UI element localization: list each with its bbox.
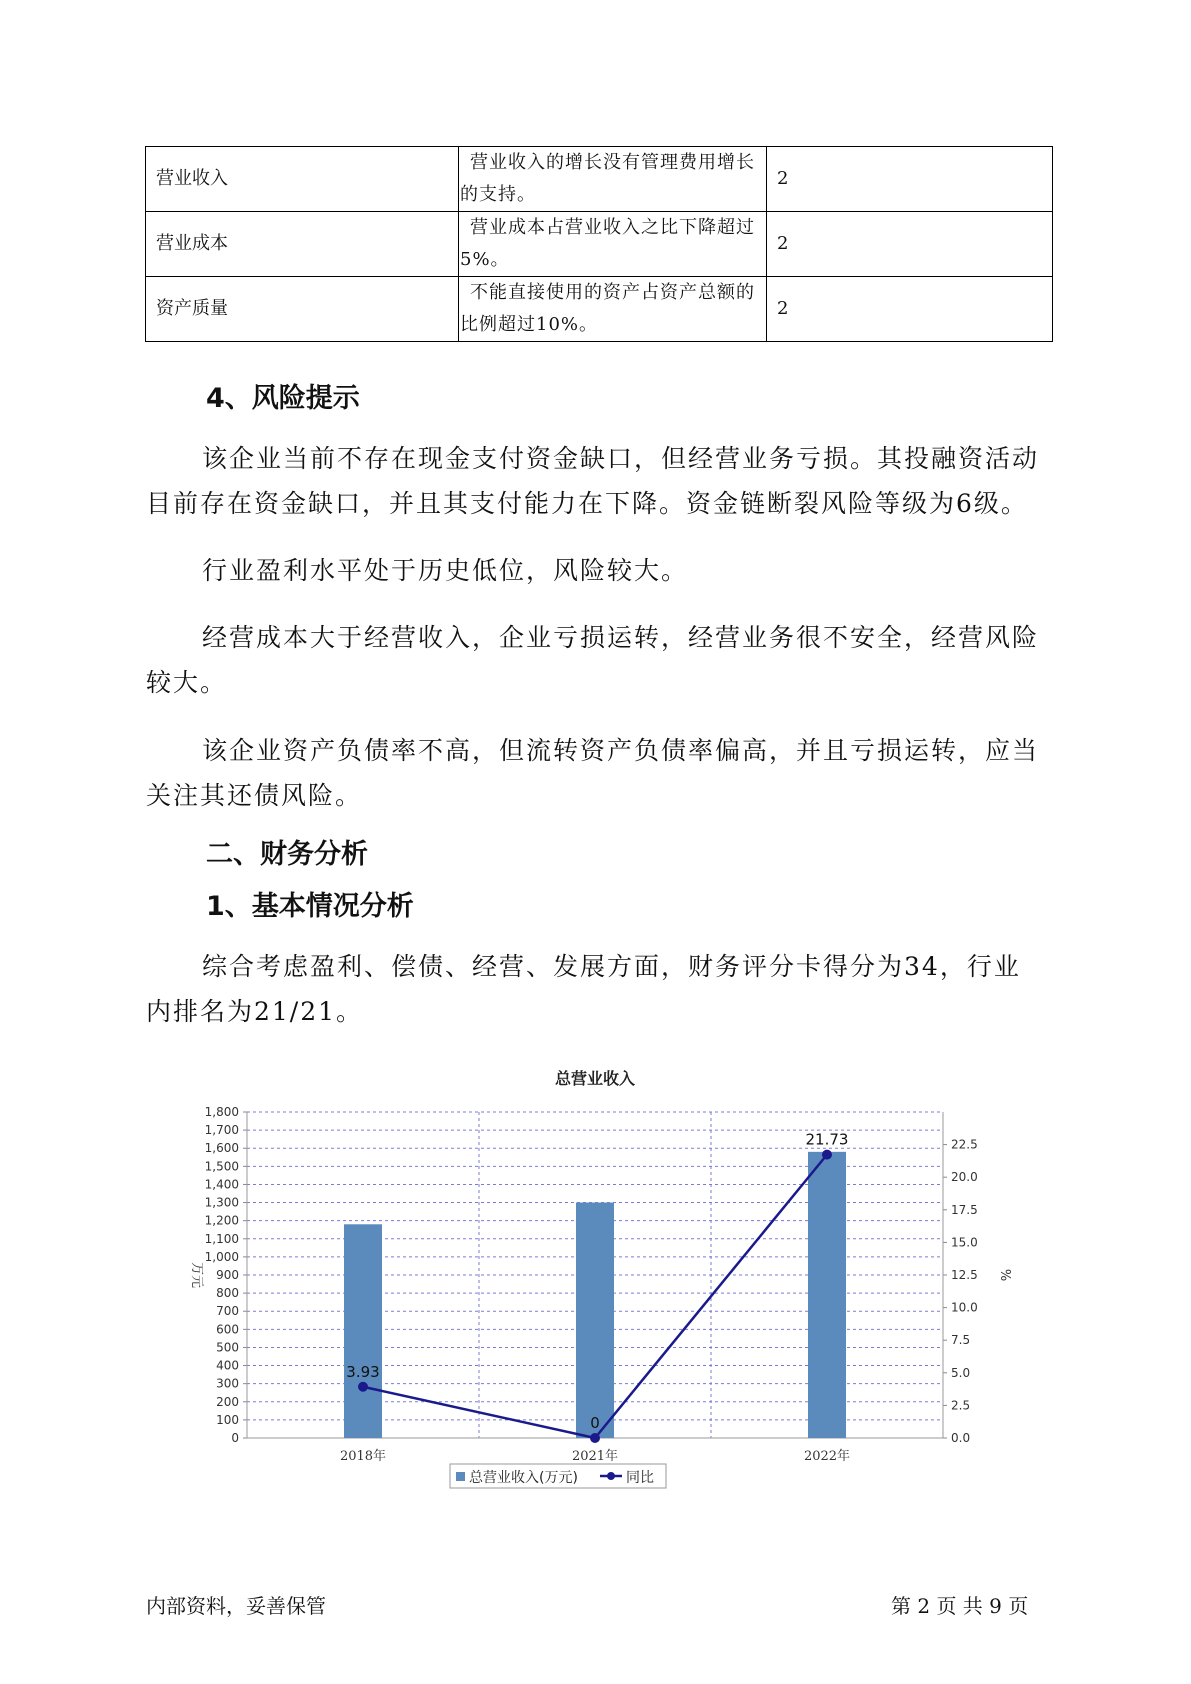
risk-paragraph: 该企业当前不存在现金支付资金缺口，但经营业务亏损。其投融资活动目前存在资金缺口，并且其支付能力在下降。资金链断裂风险等级为6级。 bbox=[146, 444, 1040, 518]
table-row bbox=[146, 147, 1053, 212]
data-label: 0 bbox=[590, 1414, 600, 1432]
data-label: 21.73 bbox=[805, 1130, 849, 1149]
risk-description: 不能直接使用的资产占资产总额的比例超过10%。 bbox=[459, 277, 767, 342]
y-tick-label: 800 bbox=[216, 1286, 239, 1301]
y-tick-label: 900 bbox=[216, 1268, 239, 1282]
line-point bbox=[358, 1382, 368, 1392]
y-tick-label: 700 bbox=[216, 1304, 239, 1319]
y-tick-label: 600 bbox=[216, 1322, 239, 1337]
y-tick-label: 1,400 bbox=[204, 1177, 239, 1192]
y-tick-label: 100 bbox=[216, 1412, 239, 1427]
table-row bbox=[146, 277, 1053, 342]
y2-tick-label: 0.0 bbox=[951, 1431, 971, 1445]
bar bbox=[576, 1203, 614, 1438]
y2-tick-label: 7.5 bbox=[951, 1333, 971, 1348]
table-row bbox=[146, 212, 1053, 277]
risk-item: 营业收入 bbox=[146, 147, 459, 212]
x-tick-label: 2018年 bbox=[339, 1449, 387, 1464]
y2-tick-label: 15.0 bbox=[951, 1235, 978, 1250]
bar bbox=[808, 1152, 846, 1438]
risk-description: 营业收入的增长没有管理费用增长的支持。 bbox=[459, 147, 767, 212]
y-tick-label: 300 bbox=[216, 1376, 239, 1391]
y-tick-label: 1,500 bbox=[204, 1159, 239, 1174]
x-tick-label: 2021年 bbox=[571, 1449, 619, 1464]
y-tick-label: 1,100 bbox=[204, 1231, 239, 1246]
finance-heading: 二、财务分析 bbox=[206, 839, 368, 870]
y2-tick-label: 20.0 bbox=[951, 1170, 978, 1185]
finance-subheading: 1、基本情况分析 bbox=[206, 891, 414, 922]
risk-paragraph: 该企业资产负债率不高，但流转资产负债率偏高，并且亏损运转，应当关注其还债风险。 bbox=[146, 736, 1040, 810]
risk-description: 营业成本占营业收入之比下降超过5%。 bbox=[459, 212, 767, 277]
legend-line-marker bbox=[607, 1472, 615, 1480]
y-tick-label: 0 bbox=[231, 1431, 239, 1445]
y2-tick-label: 12.5 bbox=[951, 1268, 978, 1282]
risk-table bbox=[145, 146, 1053, 342]
y-axis-label: 万元 bbox=[189, 1261, 204, 1289]
legend-bar-swatch bbox=[456, 1472, 465, 1481]
finance-paragraph: 综合考虑盈利、偿债、经营、发展方面，财务评分卡得分为34，行业内排名为21/21。 bbox=[146, 952, 1021, 1026]
y-tick-label: 400 bbox=[216, 1358, 239, 1373]
risk-item: 营业成本 bbox=[146, 212, 459, 277]
y-tick-label: 500 bbox=[216, 1340, 239, 1355]
risk-item: 资产质量 bbox=[146, 277, 459, 342]
y2-axis-label: % bbox=[997, 1268, 1012, 1282]
y-tick-label: 1,200 bbox=[204, 1213, 239, 1228]
y2-tick-label: 17.5 bbox=[951, 1202, 978, 1217]
bar bbox=[344, 1224, 382, 1438]
risk-score: 2 bbox=[767, 147, 1053, 212]
risk-score: 2 bbox=[767, 277, 1053, 342]
y-tick-label: 1,300 bbox=[204, 1195, 239, 1210]
footer-note: 内部资料，妥善保管 bbox=[146, 1594, 326, 1618]
y-tick-label: 1,700 bbox=[204, 1123, 239, 1138]
y2-tick-label: 22.5 bbox=[951, 1137, 978, 1152]
y2-tick-label: 10.0 bbox=[951, 1300, 978, 1315]
y-tick-label: 1,600 bbox=[204, 1141, 239, 1156]
legend-bar-label: 总营业收入(万元) bbox=[469, 1470, 578, 1486]
risk-score: 2 bbox=[767, 212, 1053, 277]
x-tick-label: 2022年 bbox=[803, 1449, 851, 1464]
y2-tick-label: 5.0 bbox=[951, 1365, 971, 1380]
chart-title: 总营业收入 bbox=[554, 1069, 636, 1088]
risk-paragraph: 经营成本大于经营收入，企业亏损运转，经营业务很不安全，经营风险较大。 bbox=[146, 623, 1040, 697]
y2-tick-label: 2.5 bbox=[951, 1398, 971, 1413]
data-label: 3.93 bbox=[346, 1362, 380, 1381]
line-point bbox=[590, 1433, 600, 1443]
legend-line-label: 同比 bbox=[626, 1470, 654, 1486]
y-tick-label: 1,800 bbox=[204, 1105, 239, 1119]
y-tick-label: 200 bbox=[216, 1394, 239, 1409]
revenue-chart-svg bbox=[175, 1060, 1035, 1520]
y-tick-label: 1,000 bbox=[204, 1249, 239, 1264]
line-point bbox=[822, 1150, 832, 1160]
risk-paragraph: 行业盈利水平处于历史低位，风险较大。 bbox=[202, 556, 689, 585]
risk-heading: 4、风险提示 bbox=[206, 383, 360, 414]
revenue-chart bbox=[175, 1060, 1035, 1520]
page-number: 第 2 页 共 9 页 bbox=[891, 1594, 1029, 1618]
